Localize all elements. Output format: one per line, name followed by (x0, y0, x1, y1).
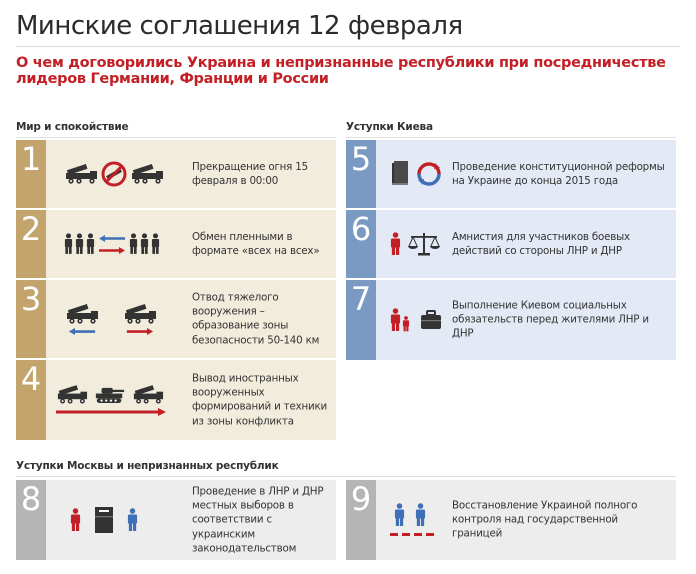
title-divider (16, 46, 680, 47)
section-heading-peace: Мир и спокойствие (16, 121, 129, 133)
border-line-icon (390, 533, 438, 537)
agreement-card-9 (346, 480, 676, 560)
border-guards-icon (394, 503, 426, 527)
launcher-truck-icon (132, 385, 164, 404)
agreement-card-6 (346, 210, 676, 278)
card-text: Проведение в ЛНР и ДНР местных выборов в соответствии с украинским законодательством (192, 485, 324, 555)
page-title: Минские соглашения 12 февраля (16, 11, 463, 41)
card-number: 8 (16, 480, 46, 560)
scales-icon (407, 231, 441, 257)
card-text: Отвод тяжелого вооружения – образование зоны безопасности 50-140 км (192, 291, 320, 347)
card-text: Обмен пленными в формате «всех на всех» (192, 230, 320, 257)
agreement-card-7 (346, 280, 676, 360)
agreement-card-3 (16, 280, 336, 358)
card-text: Выполнение Киевом социальных обязательств перед жителями ЛНР и ДНР (452, 299, 649, 341)
card-text: Амнистия для участников боевых действий со стороны ЛНР и ДНР (452, 230, 630, 257)
briefcase-icon (420, 310, 442, 330)
person-icon (127, 508, 138, 532)
soldiers-icon (64, 233, 95, 255)
withdraw-arrows-icon (64, 328, 158, 335)
card-text: Прекращение огня 15 февраля в 00:00 (192, 160, 308, 187)
exchange-arrows-icon (99, 235, 125, 254)
card-text: Проведение конституционной реформы на Украине до конца 2015 года (452, 160, 665, 187)
soldiers-icon (129, 233, 160, 255)
card-icons (64, 210, 184, 278)
card-icons (390, 280, 460, 360)
person-icon (70, 508, 81, 532)
agreement-card-1 (16, 140, 336, 208)
agreement-card-5 (346, 140, 676, 208)
card-number: 3 (16, 280, 46, 358)
no-fire-icon (100, 160, 128, 188)
tank-icon (94, 385, 126, 404)
card-number: 6 (346, 210, 376, 278)
agreement-card-8 (16, 480, 336, 560)
card-number: 1 (16, 140, 46, 208)
agreement-card-4 (16, 360, 336, 440)
long-arrow-icon (56, 408, 166, 416)
page-subtitle: О чем договорились Украина и непризнанные республики при посредничестве лидеров Германии, Франции и России (16, 55, 666, 87)
section-divider (16, 476, 676, 477)
card-number: 7 (346, 280, 376, 360)
cycle-arrows-icon (416, 161, 442, 187)
card-icons (56, 360, 186, 440)
book-icon (390, 161, 410, 187)
launcher-truck-icon (122, 304, 158, 324)
launcher-truck-icon (130, 164, 164, 184)
card-text: Восстановление Украиной полного контроля над государственной границей (452, 499, 638, 541)
card-number: 4 (16, 360, 46, 440)
section-divider (16, 137, 336, 138)
launcher-truck-icon (56, 385, 88, 404)
card-number: 9 (346, 480, 376, 560)
card-icons (390, 480, 460, 560)
card-icons (64, 140, 184, 208)
card-number: 2 (16, 210, 46, 278)
agreement-card-2 (16, 210, 336, 278)
section-heading-kiev: Уступки Киева (346, 121, 433, 133)
card-icons (64, 280, 184, 358)
launcher-truck-icon (64, 164, 98, 184)
person-icon (390, 232, 401, 256)
card-icons (390, 210, 460, 278)
family-icon (390, 308, 410, 332)
card-text: Вывод иностранных вооруженных формирований и техники из зоны конфликта (192, 372, 328, 428)
launcher-truck-icon (64, 304, 100, 324)
card-icons (70, 480, 190, 560)
card-icons (390, 140, 460, 208)
section-divider (346, 137, 676, 138)
ballot-box-icon (95, 507, 113, 533)
card-number: 5 (346, 140, 376, 208)
section-heading-moscow: Уступки Москвы и непризнанных республик (16, 460, 279, 472)
